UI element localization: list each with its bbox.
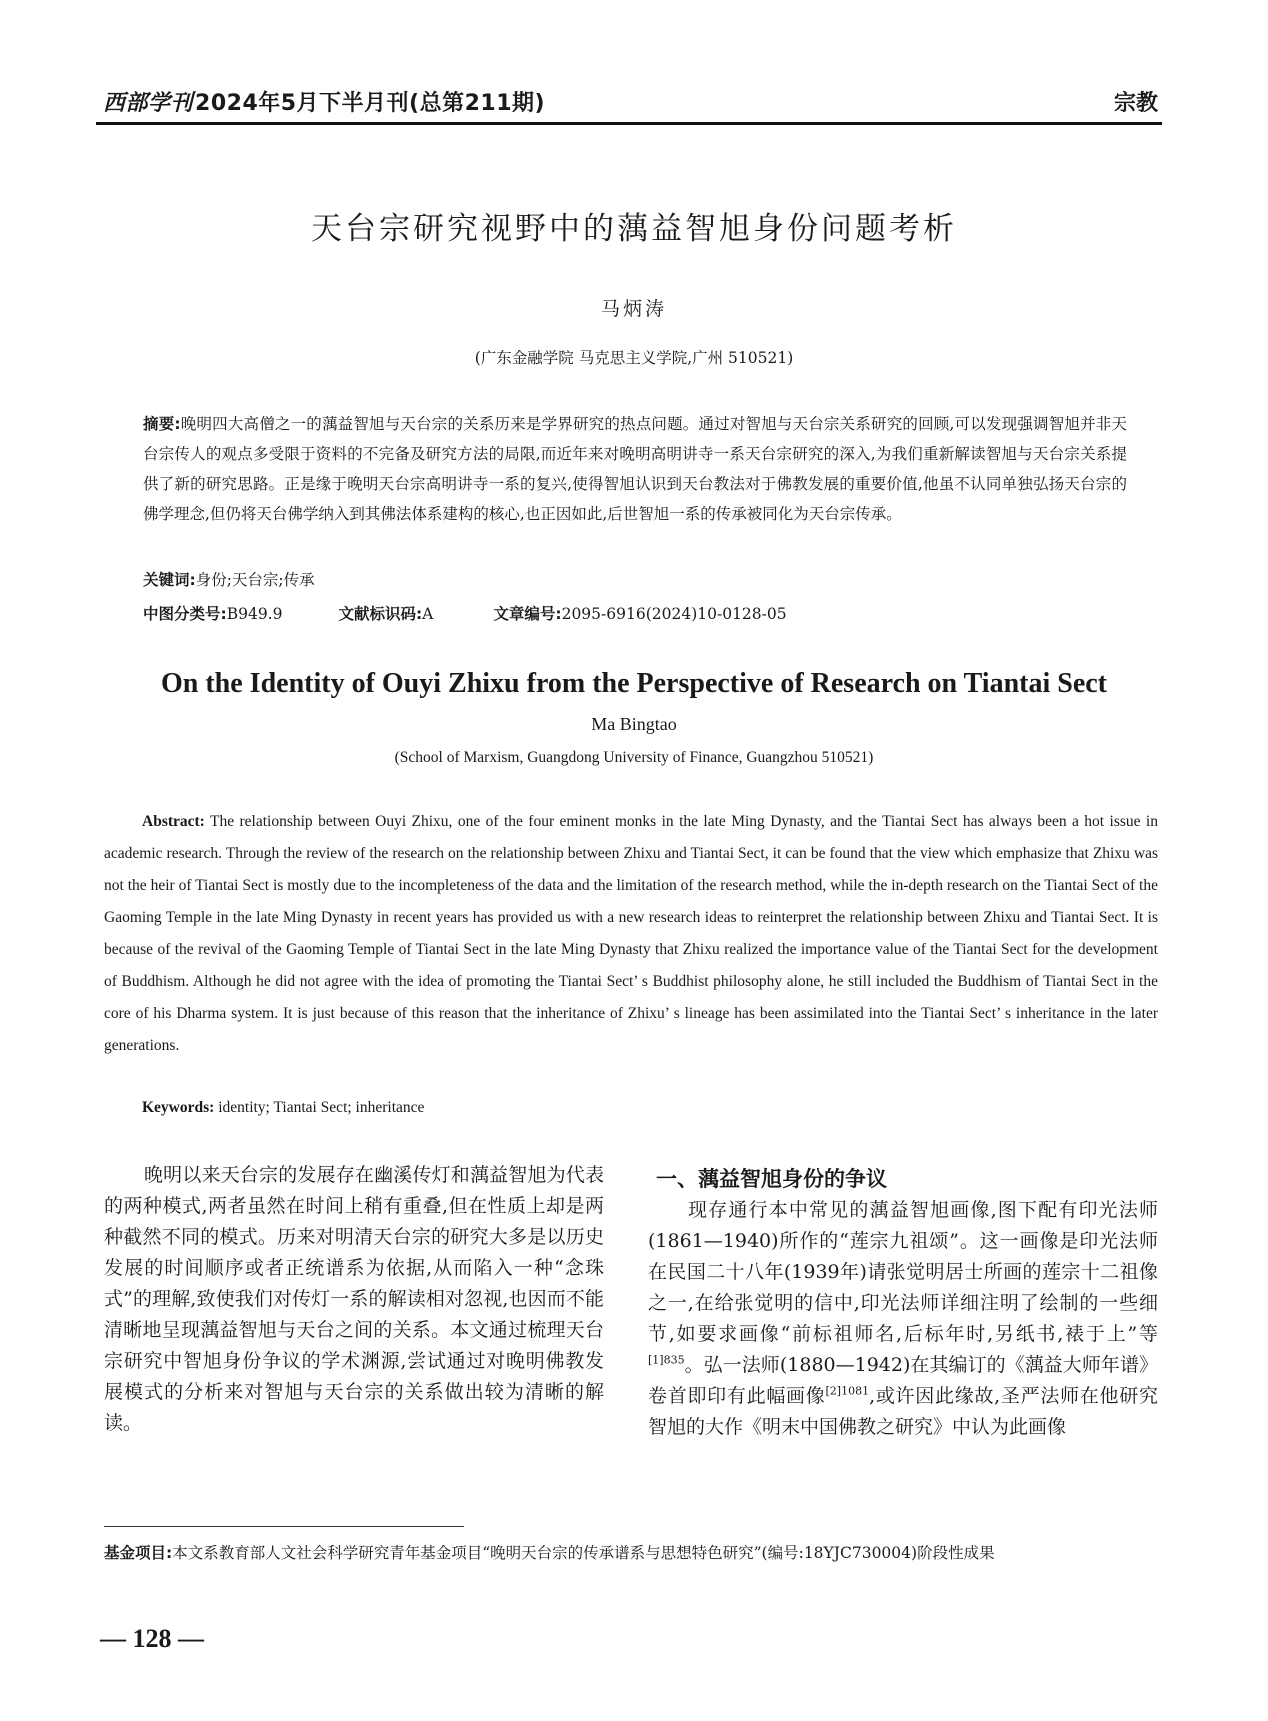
- section-label: 宗教: [1113, 91, 1158, 116]
- journal-logo: 西部学刊: [103, 91, 194, 116]
- footnote-divider: [104, 1526, 464, 1527]
- abstract-chinese: [143, 409, 1127, 529]
- intro-paragraph: 晚明以来天台宗的发展存在幽溪传灯和蕅益智旭为代表的两种模式,两者虽然在时间上稍有重叠,但在性质上却是两种截然不同的模式。历来对明清天台宗的研究大多是以历史发展的时间顺序或者正统谱系为依据,从而陷入一种“念珠式”的理解,致使我们对传灯一系的解读相对忽视,也因而不能清晰地呈现蕅益智旭与天台之间的关系。本文通过梳理天台宗研究中智旭身份争议的学术渊源,尝试通过对晚明佛教发展模式的分析来对智旭与天台宗的关系做出较为清晰的解读。: [104, 1164, 604, 1434]
- keywords-english-label: Keywords:: [142, 1099, 215, 1116]
- doc-code-value: A: [422, 605, 434, 623]
- author-chinese: 马炳涛: [600, 298, 667, 320]
- doc-code-label: 文献标识码:: [338, 605, 423, 623]
- section-text-part1: 现存通行本中常见的蕅益智旭画像,图下配有印光法师(1861—1940)所作的“莲宗九祖颂”。这一画像是印光法师在民国二十八年(1939年)请张觉明居士所画的莲宗十二祖像之一,在给张觉明的信中,印光法师详细注明了绘制的一些细节,如要求画像“前标祖师名,后标年时,另纸书,裱于上”等: [648, 1199, 1158, 1345]
- section-text-part2: 。弘一法师(1880—1942)在其编订的《蕅益大师年谱》卷首即印有此幅画像: [648, 1354, 1158, 1407]
- abstract-english-label: Abstract:: [142, 813, 205, 830]
- section-heading: 一、蕅益智旭身份的争议: [656, 1167, 887, 1191]
- journal-issue: 2024年5月下半月刊(总第211期): [195, 91, 546, 116]
- author-english: Ma Bingtao: [591, 714, 677, 734]
- clc-value: B949.9: [226, 605, 283, 623]
- keywords-english: [142, 1099, 424, 1117]
- classification-line: [143, 602, 787, 624]
- keywords-english-text: identity; Tiantai Sect; inheritance: [218, 1099, 425, 1116]
- section-paragraph: [648, 1195, 1158, 1443]
- affiliation-english: (School of Marxism, Guangdong University of Finance, Guangzhou 510521): [394, 749, 874, 766]
- title-english: On the Identity of Ouyi Zhixu from the Perspective of Research on Tiantai Sect: [161, 668, 1107, 699]
- keywords-chinese: [143, 568, 315, 590]
- citation-1: [1]835: [648, 1353, 685, 1367]
- abstract-english-text: The relationship between Ouyi Zhixu, one of the four eminent monks in the late Ming Dynasty, and the Tiantai Sect has always been a hot issue in academic research. Through the review of the research on the relationship between Zhixu and Tiantai Sect, it can be found that the view which emphasize that Zhixu was not the heir of Tiantai Sect is mostly due to the incompleteness of the data and the limitation of the research method, while the in-depth research on the Tiantai Sect of the Gaoming Temple in the late Ming Dynasty in recent years has provided us with a new research ideas to reinterpret the relationship between Zhixu and Tiantai Sect. It is because of the revival of the Gaoming Temple of Tiantai Sect in the late Ming Dynasty that Zhixu realized the importance value of the Tiantai Sect for the development of Buddhism. Although he did not agree with the idea of promoting the Tiantai Sect’ s Buddhist philosophy alone, he still included the Buddhism of Tiantai Sect in the core of his Dharma system. It is just because of this reason that the inheritance of Zhixu’ s lineage has been assimilated into the Tiantai Sect’ s inheritance in the later generations.: [104, 813, 1158, 1054]
- abstract-english: [104, 806, 1158, 1062]
- journal-header: [103, 86, 545, 117]
- funding-footnote: [104, 1538, 1158, 1568]
- affiliation-chinese: (广东金融学院 马克思主义学院,广州 510521): [474, 349, 794, 367]
- header-divider: [96, 122, 1162, 125]
- citation-2: [2]1081: [825, 1384, 870, 1398]
- abstract-chinese-label: 摘要:: [143, 415, 181, 433]
- funding-label: 基金项目:: [104, 1544, 173, 1562]
- funding-text: 本文系教育部人文社会科学研究青年基金项目“晚明天台宗的传承谱系与思想特色研究”(编号:18YJC730004)阶段性成果: [172, 1544, 995, 1562]
- page-number: — 128 —: [100, 1624, 204, 1653]
- title-chinese: 天台宗研究视野中的蕅益智旭身份问题考析: [311, 211, 957, 247]
- abstract-chinese-text: 晚明四大高僧之一的蕅益智旭与天台宗的关系历来是学界研究的热点问题。通过对智旭与天台宗关系研究的回顾,可以发现强调智旭并非天台宗传人的观点多受限于资料的不完备及研究方法的局限,而近年来对晚明高明讲寺一系天台宗研究的深入,为我们重新解读智旭与天台宗关系提供了新的研究思路。正是缘于晚明天台宗高明讲寺一系的复兴,使得智旭认识到天台教法对于佛教发展的重要价值,他虽不认同单独弘扬天台宗的佛学理念,但仍将天台佛学纳入到其佛法体系建构的核心,也正因如此,后世智旭一系的传承被同化为天台宗传承。: [143, 415, 1127, 523]
- keywords-chinese-label: 关键词:: [143, 571, 196, 589]
- article-number-value: 2095-6916(2024)10-0128-05: [561, 605, 787, 623]
- section-text-part3: ,或许因此缘故,圣严法师在他研究智旭的大作《明末中国佛教之研究》中认为此画像: [648, 1385, 1158, 1438]
- keywords-chinese-text: 身份;天台宗;传承: [195, 571, 315, 589]
- article-number-label: 文章编号:: [493, 605, 562, 623]
- clc-label: 中图分类号:: [143, 605, 227, 623]
